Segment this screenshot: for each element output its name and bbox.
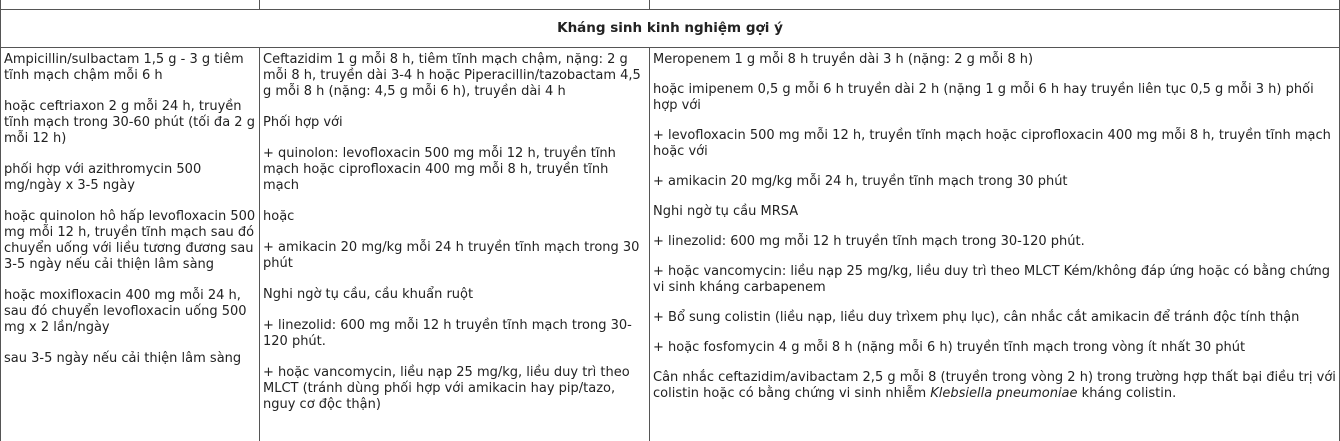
col1-paragraph: hoặc quinolon hô hấp levofloxacin 500 mg mỗi 12 h, truyền tĩnh mạch sau đó chuyển uống với liều tương đương sau 3-5 ngày nếu cải thiện lâm sàng	[4, 209, 256, 272]
col2-paragraph: hoặc	[263, 209, 295, 224]
table-header	[1, 9, 1339, 48]
col3-last-text-end: kháng colistin.	[1077, 386, 1177, 401]
col2-paragraph: Nghi ngờ tụ cầu, cầu khuẩn ruột	[263, 287, 474, 302]
col3-paragraph: + linezolid: 600 mg mỗi 12 h truyền tĩnh mạch trong 30-120 phút.	[653, 234, 1085, 249]
column-2-cell	[259, 48, 649, 441]
col3-paragraph: + levofloxacin 500 mg mỗi 12 h, truyền tĩnh mạch hoặc ciprofloxacin 400 mg mỗi 8 h, truyền tĩnh mạch hoặc với	[653, 128, 1331, 159]
col2-paragraph: + linezolid: 600 mg mỗi 12 h truyền tĩnh mạch trong 30-120 phút.	[263, 318, 632, 349]
column-3-cell	[649, 48, 1339, 441]
column-divider	[649, 0, 650, 9]
col3-paragraph: Meropenem 1 g mỗi 8 h truyền dài 3 h (nặng: 2 g mỗi 8 h)	[653, 52, 1034, 67]
col3-paragraph: + hoặc vancomycin: liều nạp 25 mg/kg, liều duy trì theo MLCT Kém/không đáp ứng hoặc có bằng chứng vi sinh kháng carbapenem	[653, 264, 1331, 295]
col3-paragraph: + Bổ sung colistin (liều nạp, liều duy trìxem phụ lục), cân nhắc cắt amikacin để tránh độc tính thận	[653, 310, 1300, 325]
column-divider	[259, 0, 260, 9]
col1-paragraph: hoặc ceftriaxon 2 g mỗi 24 h, truyền tĩnh mạch trong 30-60 phút (tối đa 2 g mỗi 12 h)	[4, 99, 255, 146]
col3-last-paragraph	[653, 370, 1337, 402]
col2-paragraph: + amikacin 20 mg/kg mỗi 24 h truyền tĩnh mạch trong 30 phút	[263, 240, 640, 271]
col3-paragraph: + amikacin 20 mg/kg mỗi 24 h, truyền tĩnh mạch trong 30 phút	[653, 174, 1068, 189]
col2-paragraph: + quinolon: levofloxacin 500 mg mỗi 12 h, truyền tĩnh mạch hoặc ciprofloxacin 400 mg mỗi 8 h, truyền tĩnh mạch	[263, 146, 616, 193]
col3-paragraph: Nghi ngờ tụ cầu MRSA	[653, 204, 799, 219]
column-1-cell	[1, 48, 258, 441]
col3-last-text: Cân nhắc ceftazidim/avibactam 2,5 g mỗi 8 (truyền trong vòng 2 h) trong trường hợp thất bại điều trị với colistin hoặc có bằng chứng vi sinh nhiễm	[653, 370, 1336, 401]
col1-paragraph: phối hợp với azithromycin 500 mg/ngày x 3-5 ngày	[4, 162, 202, 193]
col2-paragraph: Ceftazidim 1 g mỗi 8 h, tiêm tĩnh mạch chậm, nặng: 2 g mỗi 8 h, truyền dài 3-4 h hoặc Piperacillin/tazobactam 4,5 g mỗi 8 h (nặng: 4,5 g mỗi 6 h), truyền dài 4 h	[263, 52, 641, 99]
col1-paragraph: hoặc moxifloxacin 400 mg mỗi 24 h, sau đó chuyển levofloxacin uống 500 mg x 2 lần/ngày	[4, 288, 247, 335]
organism-name: Klebsiella pneumoniae	[930, 386, 1078, 401]
col1-paragraph: sau 3-5 ngày nếu cải thiện lâm sàng	[4, 351, 242, 366]
col3-paragraph: hoặc imipenem 0,5 g mỗi 6 h truyền dài 2 h (nặng 1 g mỗi 6 h hay truyền liên tục 0,5 g mỗi 3 h) phối hợp với	[653, 82, 1314, 113]
col3-paragraph: + hoặc fosfomycin 4 g mỗi 8 h (nặng mỗi 6 h) truyền tĩnh mạch trong vòng ít nhất 30 phút	[653, 340, 1246, 355]
col1-paragraph: Ampicillin/sulbactam 1,5 g - 3 g tiêm tĩnh mạch chậm mỗi 6 h	[4, 52, 244, 83]
col2-paragraph: + hoặc vancomycin, liều nạp 25 mg/kg, liều duy trì theo MLCT (tránh dùng phối hợp với amikacin hay pip/tazo, nguy cơ độc thận)	[263, 365, 630, 412]
col2-paragraph: Phối hợp với	[263, 115, 343, 130]
table-body-row	[1, 48, 1339, 441]
header-title: Kháng sinh kinh nghiệm gợi ý	[557, 20, 783, 36]
